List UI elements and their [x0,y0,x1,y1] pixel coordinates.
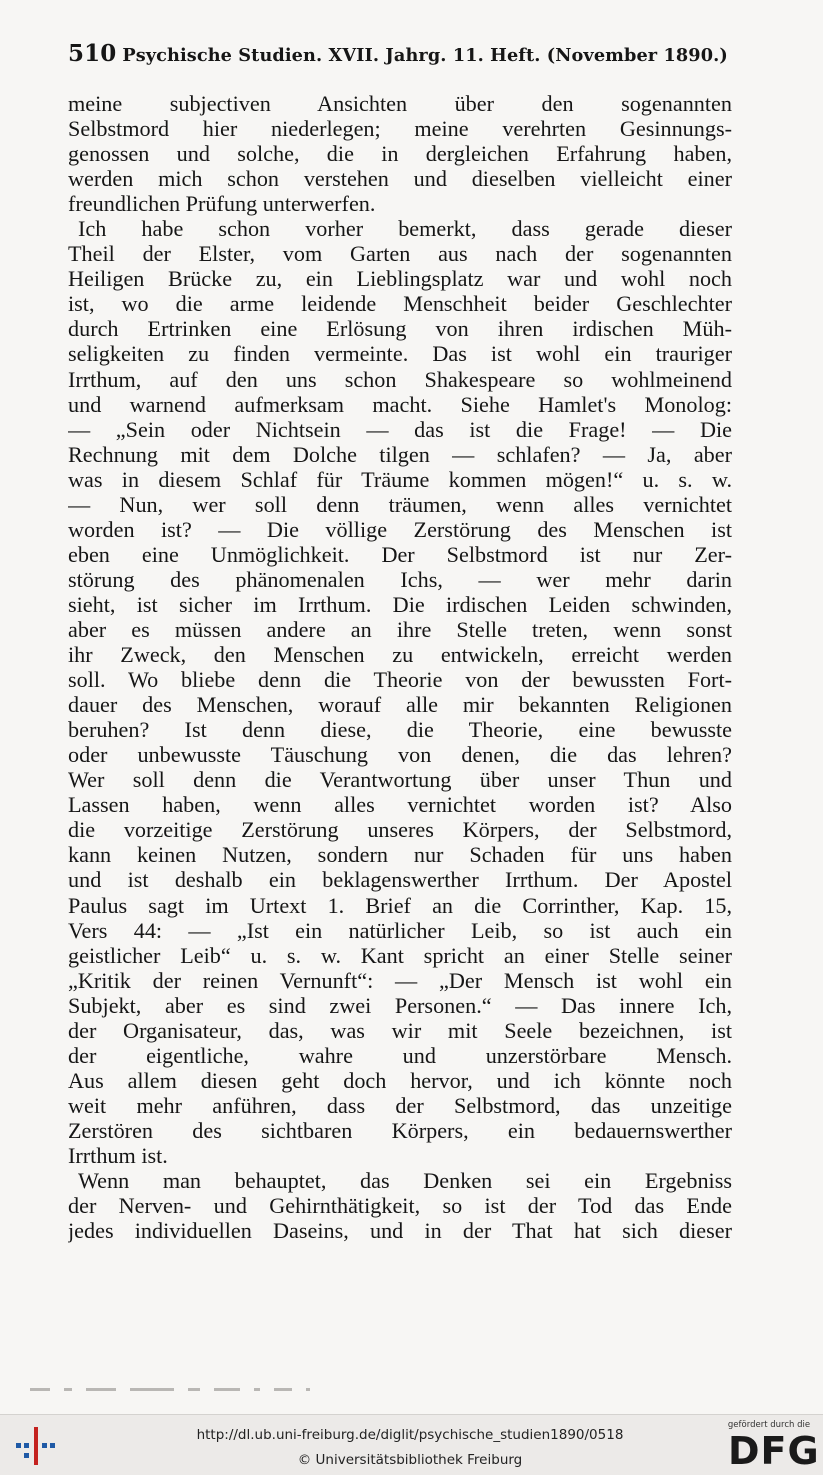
text-line: Irrthum, auf den uns schon Shakespeare so wohlmeinend [68,366,732,392]
text-line: Ich habe schon vorher bemerkt, dass gerade dieser [78,216,732,242]
text-line: Heiligen Brücke zu, ein Lieblingsplatz war und wohl noch [68,266,732,292]
text-line: meine subjectiven Ansichten über den sogenannten [68,91,732,116]
permalink-url[interactable]: http://dl.ub.uni-freiburg.de/diglit/psychische_studien1890/0518 [196,1427,624,1443]
dfg-logo: DFG [728,1429,820,1473]
text-line: aber es müssen andere an ihre Stelle treten, wenn sonst [68,616,732,642]
scan-artifact [30,1388,590,1394]
text-line: Wer soll denn die Verantwortung über unser Thun und [68,767,732,793]
text-line: worden ist? — Die völlige Zerstörung des Menschen ist [68,516,732,542]
copyright-notice: © Universitätsbibliothek Freiburg [297,1452,523,1468]
text-line: Selbstmord hier niederlegen; meine verehrten Gesinnungs- [68,116,732,142]
page-number: 510 [68,40,117,67]
sponsor-caption: gefördert durch die [727,1420,811,1430]
text-line: weit mehr anführen, dass der Selbstmord, das unzeitige [68,1092,732,1118]
text-line: dauer des Menschen, worauf alle mir bekannten Religionen [68,692,732,718]
text-line: Vers 44: — „Ist ein natürlicher Leib, so ist auch ein [68,917,732,943]
text-line: der eigentliche, wahre und unzerstörbare Mensch. [68,1042,732,1068]
ub-freiburg-logo-icon [14,1423,58,1469]
text-line: Rechnung mit dem Dolche tilgen — schlafen? — Ja, aber [68,441,732,467]
text-line: Aus allem diesen geht doch hervor, und ich könnte noch [68,1067,732,1093]
text-line: Wenn man behauptet, das Denken sei ein Ergebniss [78,1168,732,1194]
running-head [68,40,732,70]
text-line: sieht, ist sicher im Irrthum. Die irdischen Leiden schwinden, [68,591,732,617]
text-line: Lassen haben, wenn alles vernichtet worden ist? Also [68,792,732,818]
text-line: beruhen? Ist denn diese, die Theorie, eine bewusste [68,717,732,743]
text-line: ihr Zweck, den Menschen zu entwickeln, erreicht werden [68,642,732,668]
text-line: Paulus sagt im Urtext 1. Brief an die Corrinther, Kap. 15, [68,892,732,918]
text-line: störung des phänomenalen Ichs, — wer mehr darin [68,566,732,592]
text-line: genossen und solche, die in dergleichen Erfahrung haben, [68,141,732,167]
text-line: „Kritik der reinen Vernunft“: — „Der Mensch ist wohl ein [68,967,732,993]
text-line: seligkeiten zu finden vermeinte. Das ist wohl ein trauriger [68,341,732,367]
text-line: der Nerven- und Gehirnthätigkeit, so ist der Tod das Ende [68,1193,732,1219]
text-line: soll. Wo bliebe denn die Theorie von der bewussten Fort- [68,667,732,693]
text-line: Zerstören des sichtbaren Körpers, ein bedauernswerther [68,1117,732,1143]
text-line: oder unbewusste Täuschung von denen, die das lehren? [68,742,732,768]
body-text [68,91,732,1243]
text-line: jedes individuellen Daseins, und in der That hat sich dieser [68,1218,732,1244]
text-line: und warnend aufmerksam macht. Siehe Hamlet's Monolog: [68,391,732,417]
text-line: — Nun, wer soll denn träumen, wenn alles vernichtet [68,491,732,517]
text-line: geistlicher Leib“ u. s. w. Kant spricht an einer Stelle seiner [68,942,732,968]
text-line: — „Sein oder Nichtsein — das ist die Frage! — Die [68,416,732,442]
text-line: Subjekt, aber es sind zwei Personen.“ — Das innere Ich, [68,992,732,1018]
text-line: durch Ertrinken eine Erlösung von ihren irdischen Müh- [68,316,732,342]
text-line: kann keinen Nutzen, sondern nur Schaden für uns haben [68,842,732,868]
text-line: freundlichen Prüfung unterwerfen. [68,191,376,217]
text-line: der Organisateur, das, was wir mit Seele bezeichnen, ist [68,1017,732,1043]
journal-title: Psychische Studien. XVII. Jahrg. 11. Heft. (November 1890.) [122,45,728,66]
text-line: werden mich schon verstehen und dieselben vielleicht einer [68,166,732,192]
text-line: die vorzeitige Zerstörung unseres Körpers, der Selbstmord, [68,817,732,843]
text-line: was in diesem Schlaf für Träume kommen mögen!“ u. s. w. [68,466,732,492]
text-line: Theil der Elster, vom Garten aus nach der sogenannten [68,241,732,267]
text-line: eben eine Unmöglichkeit. Der Selbstmord ist nur Zer- [68,541,732,567]
viewer-footer [0,1414,823,1475]
text-line: Irrthum ist. [68,1142,168,1168]
text-line: und ist deshalb ein beklagenswerther Irrthum. Der Apostel [68,867,732,893]
text-line: ist, wo die arme leidende Menschheit beider Geschlechter [68,291,732,317]
